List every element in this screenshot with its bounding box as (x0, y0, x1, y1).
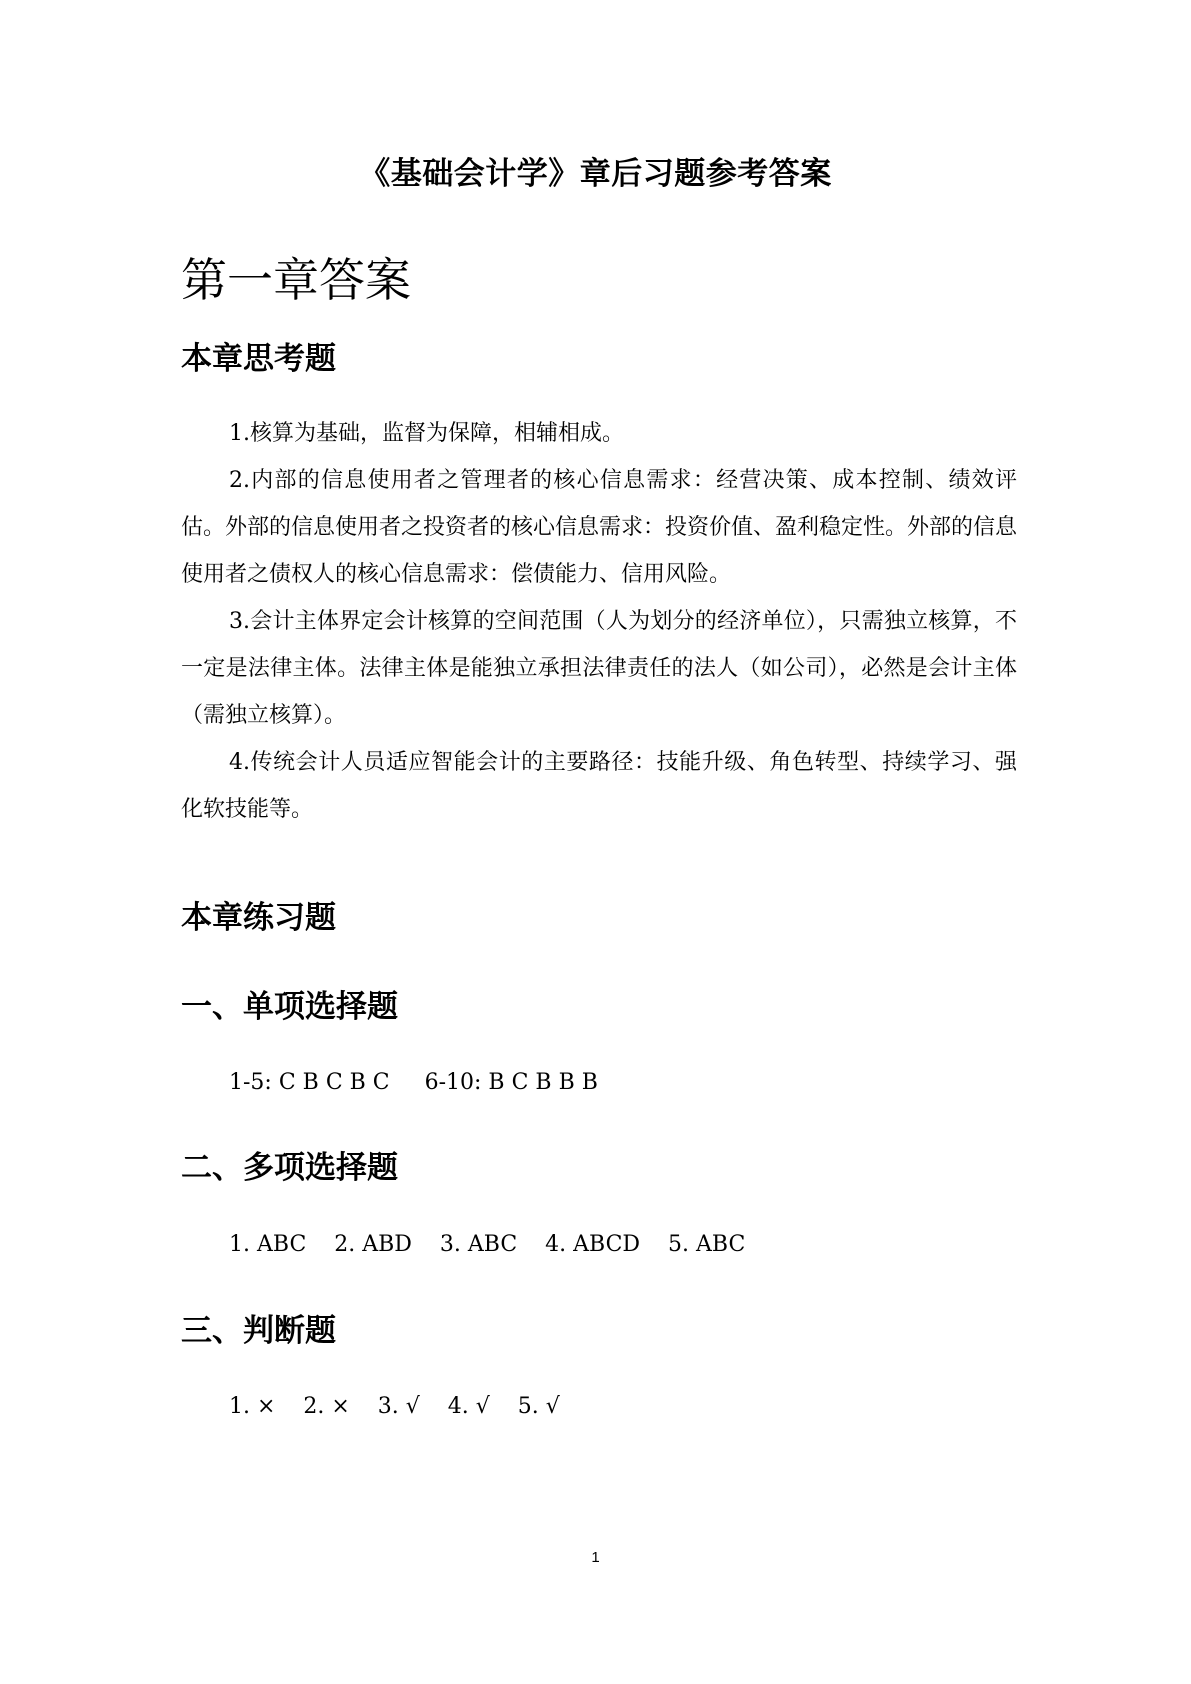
thinking-answer-1: 1.核算为基础，监督为保障，相辅相成。 (229, 421, 624, 446)
page-number: 1 (591, 1549, 600, 1566)
thinking-answer-2: 2.内部的信息使用者之管理者的核心信息需求：经营决策、成本控制、绩效评估。外部的信息使用者之投资者的核心信息需求：投资价值、盈利稳定性。外部的信息使用者之债权人的核心信息需求：偿债能力、信用风险。 (181, 468, 1018, 587)
chapter-title: 第一章答案 (181, 253, 411, 307)
true-false-answers: 1. × 2. × 3. √ 4. √ 5. √ (229, 1394, 560, 1419)
single-choice-heading: 一、单项选择题 (181, 989, 398, 1025)
multiple-choice-heading: 二、多项选择题 (181, 1150, 398, 1186)
thinking-answer-3: 3.会计主体界定会计核算的空间范围（人为划分的经济单位），只需独立核算，不一定是法律主体。法律主体是能独立承担法律责任的法人（如公司），必然是会计主体（需独立核算）。 (181, 609, 1017, 728)
document-title: 《基础会计学》章后习题参考答案 (359, 156, 832, 192)
thinking-questions-heading: 本章思考题 (181, 341, 336, 377)
multiple-choice-answers: 1. ABC 2. ABD 3. ABC 4. ABCD 5. ABC (229, 1232, 746, 1257)
thinking-answer-4: 4.传统会计人员适应智能会计的主要路径：技能升级、角色转型、持续学习、强化软技能等。 (181, 750, 1017, 822)
true-false-heading: 三、判断题 (181, 1313, 336, 1349)
single-choice-answers: 1-5: C B C B C 6-10: B C B B B (229, 1070, 598, 1095)
exercises-heading: 本章练习题 (181, 900, 336, 936)
